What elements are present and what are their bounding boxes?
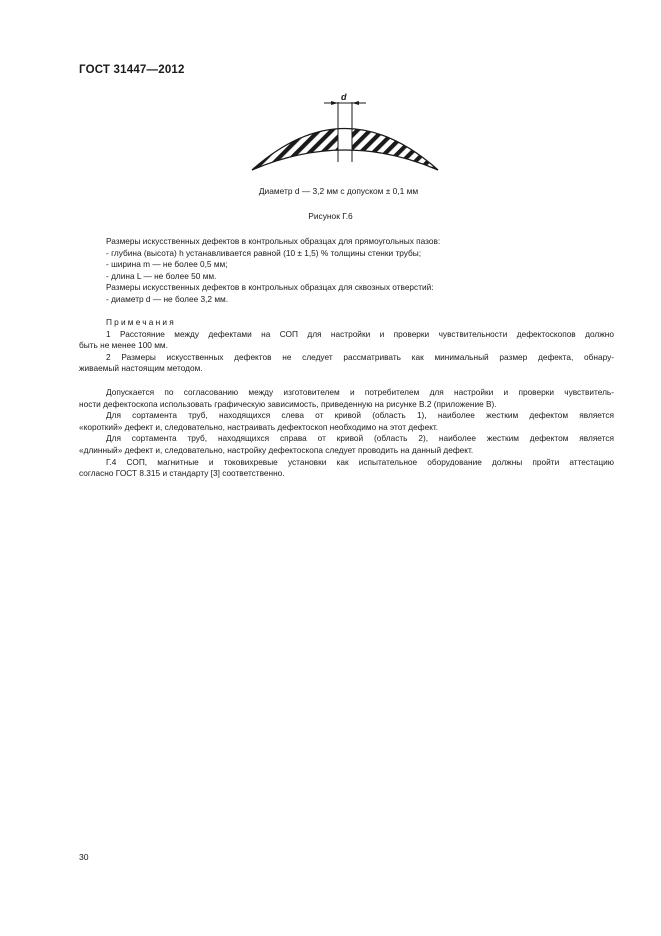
page-number: 30 bbox=[79, 852, 89, 862]
figure-title: Рисунок Г.6 bbox=[308, 211, 353, 221]
notes-heading: Примечания bbox=[106, 317, 176, 327]
paragraph-line: Для сортамента труб, находящихся слева от кривой (область 1), наиболее жестким дефектом является bbox=[106, 410, 614, 421]
note-2-line: 2 Размеры искусственных дефектов не следует рассматривать как минимальный размер дефекта, обнару- bbox=[106, 351, 614, 362]
list-item: - ширина m — не более 0,5 мм; bbox=[106, 259, 228, 270]
note-1-line: 1 Расстояние между дефектами на СОП для настройки и проверки чувствительности дефектоскопов должно bbox=[106, 328, 614, 339]
note-2-line: живаемый настоящим методом. bbox=[79, 363, 203, 374]
paragraph-line: «короткий» дефект и, следовательно, настраивать дефектоскоп необходимо на этот дефект. bbox=[79, 421, 439, 432]
rect-defects-intro: Размеры искусственных дефектов в контрольных образцах для прямоугольных пазов: bbox=[106, 236, 441, 246]
pipe-section-figure bbox=[240, 92, 450, 172]
rect-defects-block bbox=[106, 236, 614, 306]
paragraph-line: Для сортамента труб, находящихся справа от кривой (область 2), наиболее жестким дефектом является bbox=[106, 433, 614, 444]
body-text bbox=[79, 387, 614, 480]
paragraph-line: Г.4 СОП, магнитные и токовихревые установки как испытательное оборудование должны пройти аттестацию bbox=[106, 456, 614, 467]
paragraph-line: Допускается по согласованию между изготовителем и потребителем для настройки и проверки чувствитель- bbox=[106, 387, 614, 397]
figure-dimension-note: Диаметр d — 3,2 мм с допуском ± 0,1 мм bbox=[258, 186, 419, 196]
note-1-line: быть не менее 100 мм. bbox=[79, 340, 168, 351]
paragraph-line: «длинный» дефект и, следовательно, настройку дефектоскопа следует проводить на данный дефект. bbox=[79, 444, 474, 455]
paragraph-line: согласно ГОСТ 8.315 и стандарту [3] соответственно. bbox=[79, 468, 285, 479]
hatched-wall-section bbox=[252, 92, 438, 172]
hole-defects-intro: Размеры искусственных дефектов в контрольных образцах для сквозных отверстий: bbox=[106, 282, 434, 293]
dimension-label: d bbox=[341, 92, 347, 102]
document-header: ГОСТ 31447—2012 bbox=[79, 64, 185, 76]
notes-block bbox=[79, 317, 614, 375]
paragraph-line: ности дефектоскопа использовать графическую зависимость, приведенную на рисунке В.2 (приложение В). bbox=[79, 398, 497, 409]
list-item: - глубина (высота) h устанавливается равной (10 ± 1,5) % толщины стенки трубы; bbox=[106, 247, 422, 258]
list-item: - диаметр d — не более 3,2 мм. bbox=[106, 293, 229, 304]
list-item: - длина L — не более 50 мм. bbox=[106, 270, 217, 281]
